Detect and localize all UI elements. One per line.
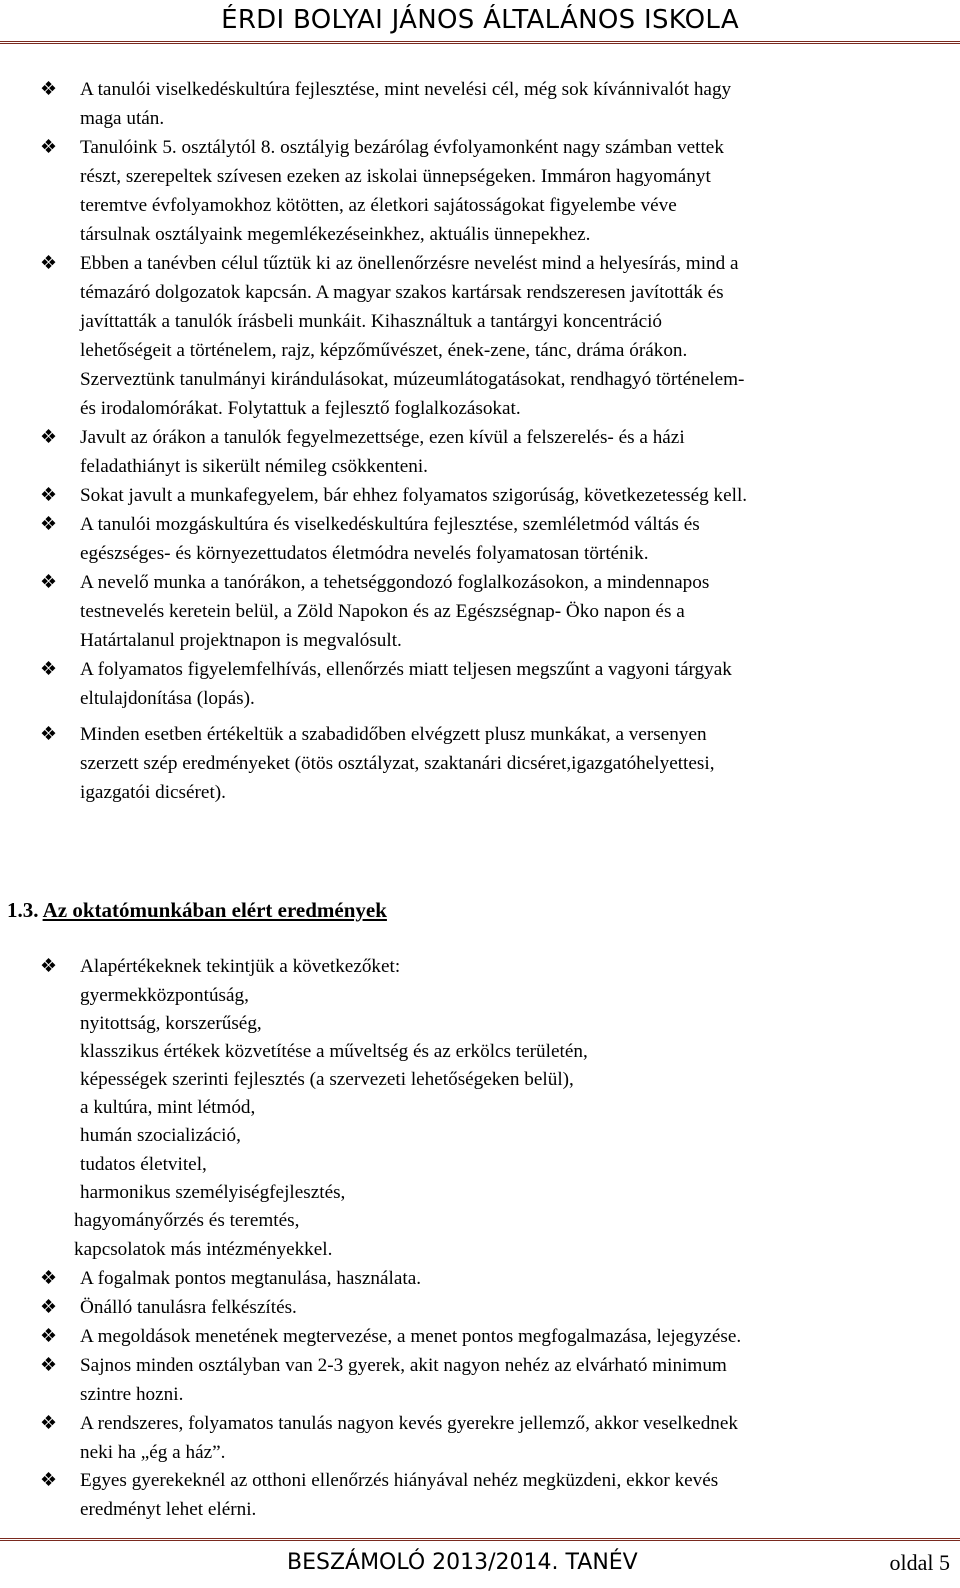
text-line: gyermekközpontúság, bbox=[80, 985, 249, 1006]
text-line: társulnak osztályaink megemlékezéseinkhez, aktuális ünnepekhez. bbox=[80, 224, 591, 245]
bullet-icon: ❖ bbox=[40, 1355, 58, 1376]
text-line: neki ha „ég a ház”. bbox=[80, 1442, 226, 1463]
text-line: szerzett szép eredményeket (ötös osztályzat, szaktanári dicséret,igazgatóhelyettesi, bbox=[80, 753, 715, 774]
text-line: harmonikus személyiségfejlesztés, bbox=[80, 1182, 346, 1203]
bullet-icon: ❖ bbox=[40, 1326, 58, 1347]
bullet-icon: ❖ bbox=[40, 427, 58, 448]
bullet-icon: ❖ bbox=[40, 659, 58, 680]
bullet-icon: ❖ bbox=[40, 1470, 58, 1491]
text-line: és irodalomórákat. Folytattuk a fejlesztő foglalkozásokat. bbox=[80, 398, 521, 419]
section-heading bbox=[7, 898, 387, 923]
text-line: Javult az órákon a tanulók fegyelmezettsége, ezen kívül a felszerelés- és a házi bbox=[80, 427, 685, 448]
text-line: A tanulói mozgáskultúra és viselkedéskultúra fejlesztése, szemléletmód váltás és bbox=[80, 514, 700, 535]
text-line: szintre hozni. bbox=[80, 1384, 184, 1405]
text-line: igazgatói dicséret). bbox=[80, 782, 226, 803]
text-line: Sajnos minden osztályban van 2-3 gyerek, akit nagyon nehéz az elvárható minimum bbox=[80, 1355, 727, 1376]
text-line: a kultúra, mint létmód, bbox=[80, 1097, 256, 1118]
text-line: Szerveztünk tanulmányi kirándulásokat, múzeumlátogatásokat, rendhagyó történelem- bbox=[80, 369, 745, 390]
text-line: A tanulói viselkedéskultúra fejlesztése, mint nevelési cél, még sok kívánnivalót hagy bbox=[80, 79, 732, 100]
text-line: hagyományőrzés és teremtés, bbox=[74, 1210, 300, 1231]
text-line: maga után. bbox=[80, 108, 165, 129]
text-line: Alapértékeknek tekintjük a következőket: bbox=[80, 956, 401, 977]
bullet-icon: ❖ bbox=[40, 1268, 58, 1289]
text-line: javíttatták a tanulók írásbeli munkáit. Kihasználtuk a tantárgyi koncentráció bbox=[80, 311, 663, 332]
text-line: Minden esetben értékeltük a szabadidőben elvégzett plusz munkákat, a versenyen bbox=[80, 724, 707, 745]
text-line: A nevelő munka a tanórákon, a tehetséggondozó foglalkozásokon, a mindennapos bbox=[80, 572, 710, 593]
text-line: Határtalanul projektnapon is megvalósult. bbox=[80, 630, 402, 651]
text-line: A rendszeres, folyamatos tanulás nagyon kevés gyerekre jellemző, akkor veselkednek bbox=[80, 1413, 738, 1434]
bullet-icon: ❖ bbox=[40, 724, 58, 745]
bullet-icon: ❖ bbox=[40, 137, 58, 158]
section-title: Az oktatómunkában elért eredmények bbox=[42, 898, 387, 922]
bullet-icon: ❖ bbox=[40, 956, 58, 977]
text-line: feladathiányt is sikerült némileg csökkenteni. bbox=[80, 456, 428, 477]
text-line: kapcsolatok más intézményekkel. bbox=[74, 1239, 333, 1260]
text-line: Ebben a tanévben célul tűztük ki az önellenőrzésre nevelést mind a helyesírás, mind a bbox=[80, 253, 739, 274]
bullet-icon: ❖ bbox=[40, 572, 58, 593]
bullet-icon: ❖ bbox=[40, 485, 58, 506]
bullet-icon: ❖ bbox=[40, 1413, 58, 1434]
page-number: oldal 5 bbox=[889, 1550, 950, 1575]
text-line: Sokat javult a munkafegyelem, bár ehhez folyamatos szigorúság, következetesség kell. bbox=[80, 485, 748, 506]
text-line: A folyamatos figyelemfelhívás, ellenőrzés miatt teljesen megszűnt a vagyoni tárgyak bbox=[80, 659, 732, 680]
text-line: tudatos életvitel, bbox=[80, 1154, 207, 1175]
bullet-icon: ❖ bbox=[40, 253, 58, 274]
text-line: A fogalmak pontos megtanulása, használata. bbox=[80, 1268, 422, 1289]
bullet-icon: ❖ bbox=[40, 1297, 58, 1318]
text-line: eredményt lehet elérni. bbox=[80, 1499, 257, 1520]
text-line: témazáró dolgozatok kapcsán. A magyar szakos kartársak rendszeresen javították és bbox=[80, 282, 724, 303]
text-line: testnevelés keretein belül, a Zöld Napokon és az Egészségnap- Öko napon és a bbox=[80, 601, 685, 622]
school-title: ÉRDI BOLYAI JÁNOS ÁLTALÁNOS ISKOLA bbox=[221, 5, 739, 35]
page-footer bbox=[0, 1538, 960, 1588]
text-line: egészséges- és környezettudatos életmódra nevelés folyamatosan történik. bbox=[80, 543, 649, 564]
text-line: teremtve évfolyamokhoz kötötten, az életkori sajátosságokat figyelembe véve bbox=[80, 195, 677, 216]
text-line: részt, szerepeltek szívesen ezeken az iskolai ünnepségeken. Immáron hagyományt bbox=[80, 166, 711, 187]
text-line: klasszikus értékek közvetítése a műveltség és az erkölcs területén, bbox=[80, 1041, 588, 1062]
section-number: 1.3. bbox=[7, 898, 39, 922]
text-line: képességek szerinti fejlesztés (a szervezeti lehetőségeken belül), bbox=[80, 1069, 574, 1090]
text-line: lehetőségeit a történelem, rajz, képzőművészet, ének-zene, tánc, dráma órákon. bbox=[80, 340, 688, 361]
text-line: Egyes gyerekeknél az otthoni ellenőrzés hiányával nehéz megküzdeni, ekkor kevés bbox=[80, 1470, 719, 1491]
text-line: Önálló tanulásra felkészítés. bbox=[80, 1297, 297, 1318]
text-line: Tanulóink 5. osztálytól 8. osztályig bezárólag évfolyamonként nagy számban vettek bbox=[80, 137, 724, 158]
text-line: eltulajdonítása (lopás). bbox=[80, 688, 255, 709]
bullet-icon: ❖ bbox=[40, 79, 58, 100]
text-line: A megoldások menetének megtervezése, a menet pontos megfogalmazása, lejegyzése. bbox=[80, 1326, 742, 1347]
report-title: BESZÁMOLÓ 2013/2014. TANÉV bbox=[287, 1550, 638, 1575]
text-line: nyitottság, korszerűség, bbox=[80, 1013, 262, 1034]
text-line: humán szocializáció, bbox=[80, 1125, 241, 1146]
bullet-icon: ❖ bbox=[40, 514, 58, 535]
